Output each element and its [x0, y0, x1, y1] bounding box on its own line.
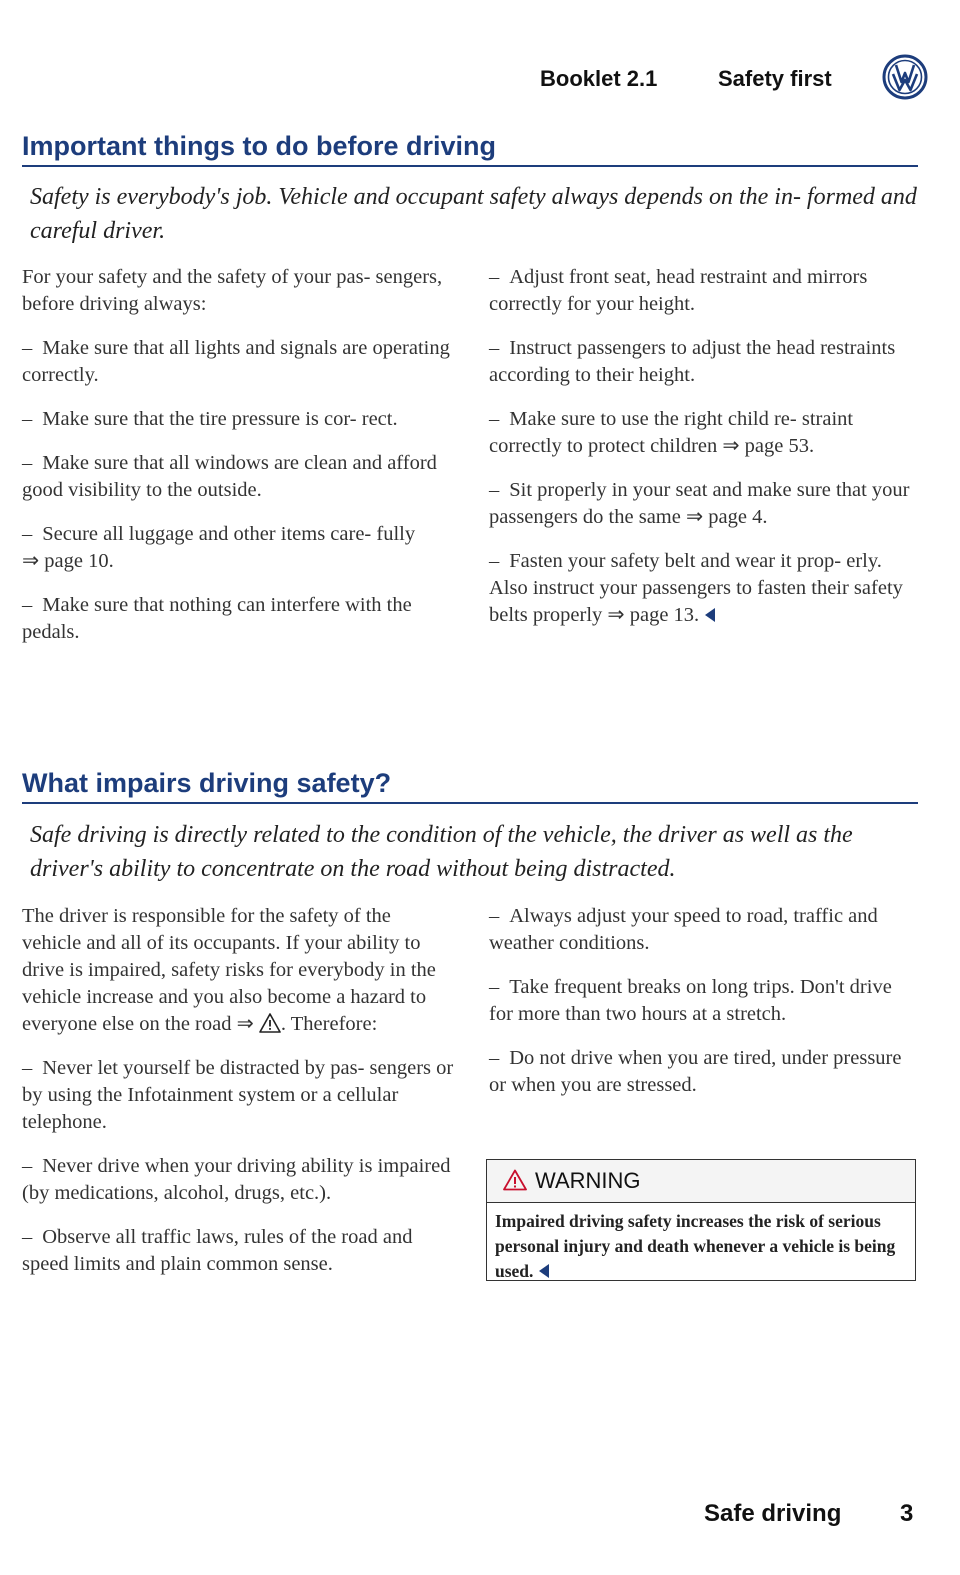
section1-right-item-0: – Adjust front seat, head restraint and mirrors correctly for your height. — [489, 266, 868, 315]
page-ref-link[interactable]: ⇒ page 10. — [22, 550, 114, 572]
section2-right-item-0: – Always adjust your speed to road, traffic and weather conditions. — [489, 905, 878, 954]
section1-right-item-2: – Make sure to use the right child re- straint correctly to protect children ⇒ page 53. — [489, 408, 854, 457]
section1-right-item-3: – Sit properly in your seat and make sure that your passengers do the same ⇒ page 4. — [489, 479, 910, 528]
section1-left-item-3: – Make sure that all windows are clean and afford good visibility to the outside. — [22, 452, 437, 501]
section-label: Safety first — [718, 66, 832, 91]
warning-text: Impaired driving safety increases the risk of serious personal injury and death whenever a vehicle is being used. — [495, 1211, 896, 1281]
page-ref-link[interactable]: ⇒ page 4. — [685, 506, 768, 528]
section1-left-para-0: For your safety and the safety of your pas- sengers, before driving always: — [22, 266, 443, 315]
booklet-label: Booklet 2.1 — [540, 66, 658, 91]
section2-left-item-1: – Never drive when your driving ability is impaired (by medications, alcohol, drugs, etc.). — [22, 1155, 451, 1204]
section1-left-item-4: – Secure all luggage and other items care- fully ⇒ page 10. — [22, 523, 416, 572]
section1-left-item-5: – Make sure that nothing can interfere with the pedals. — [22, 594, 412, 643]
page-header — [540, 62, 920, 98]
section2-intro: Safe driving is directly related to the condition of the vehicle, the driver as well as the driver's ability to concentrate on the road without being distracted. — [30, 822, 853, 882]
section2-heading: What impairs driving safety? — [22, 768, 392, 798]
end-of-section-icon — [539, 1264, 549, 1278]
warning-header — [487, 1160, 915, 1203]
section2-rule — [22, 802, 918, 804]
section2-right-item-2: – Do not drive when you are tired, under pressure or when you are stressed. — [489, 1047, 902, 1096]
section2-left-item-2: – Observe all traffic laws, rules of the road and speed limits and plain common sense. — [22, 1226, 413, 1275]
vw-logo-icon — [882, 54, 928, 100]
page-number: 3 — [900, 1500, 914, 1527]
section1-heading: Important things to do before driving — [22, 131, 496, 161]
warning-triangle-icon — [259, 1013, 281, 1033]
end-of-section-icon — [705, 608, 715, 622]
warning-ref-link[interactable]: ⇒ — [236, 1013, 254, 1035]
section1-intro: Safety is everybody's job. Vehicle and occupant safety always depends on the in- formed and careful driver. — [30, 184, 917, 244]
section2-left-column — [22, 903, 454, 1295]
warning-title: WARNING — [535, 1168, 641, 1193]
section1-right-item-1: – Instruct passengers to adjust the head restraints according to their height. — [489, 337, 896, 386]
page-footer — [704, 1500, 924, 1536]
section1-right-item-4: – Fasten your safety belt and wear it prop- erly. Also instruct your passengers to fasten their safety belts properly ⇒ page 13. — [489, 550, 903, 626]
page-ref-link[interactable]: ⇒ page 13. — [607, 604, 700, 626]
section1-left-item-2: – Make sure that the tire pressure is cor- rect. — [22, 408, 398, 430]
section1-rule — [22, 165, 918, 167]
section1-left-column — [22, 264, 454, 663]
section1-left-item-1: – Make sure that all lights and signals are operating correctly. — [22, 337, 450, 386]
warning-triangle-icon — [503, 1169, 527, 1191]
page-ref-link[interactable]: ⇒ page 53. — [722, 435, 815, 457]
chapter-name: Safe driving — [704, 1500, 842, 1527]
warning-box — [486, 1159, 916, 1281]
section1-right-column — [489, 264, 919, 646]
section2-right-column — [489, 903, 919, 1116]
section2-right-item-1: – Take frequent breaks on long trips. Don't drive for more than two hours at a stretch. — [489, 976, 892, 1025]
section2-left-item-0: – Never let yourself be distracted by pas- sengers or by using the Infotainment system or a cellular telephone. — [22, 1057, 454, 1133]
section2-left-intro: The driver is responsible for the safety of the vehicle and all of its occupants. If your ability to drive is impaired, safety risks for everybody in the vehicle increase and you also become a hazard to everyone else on the road ⇒ . Therefore: — [22, 905, 436, 1035]
